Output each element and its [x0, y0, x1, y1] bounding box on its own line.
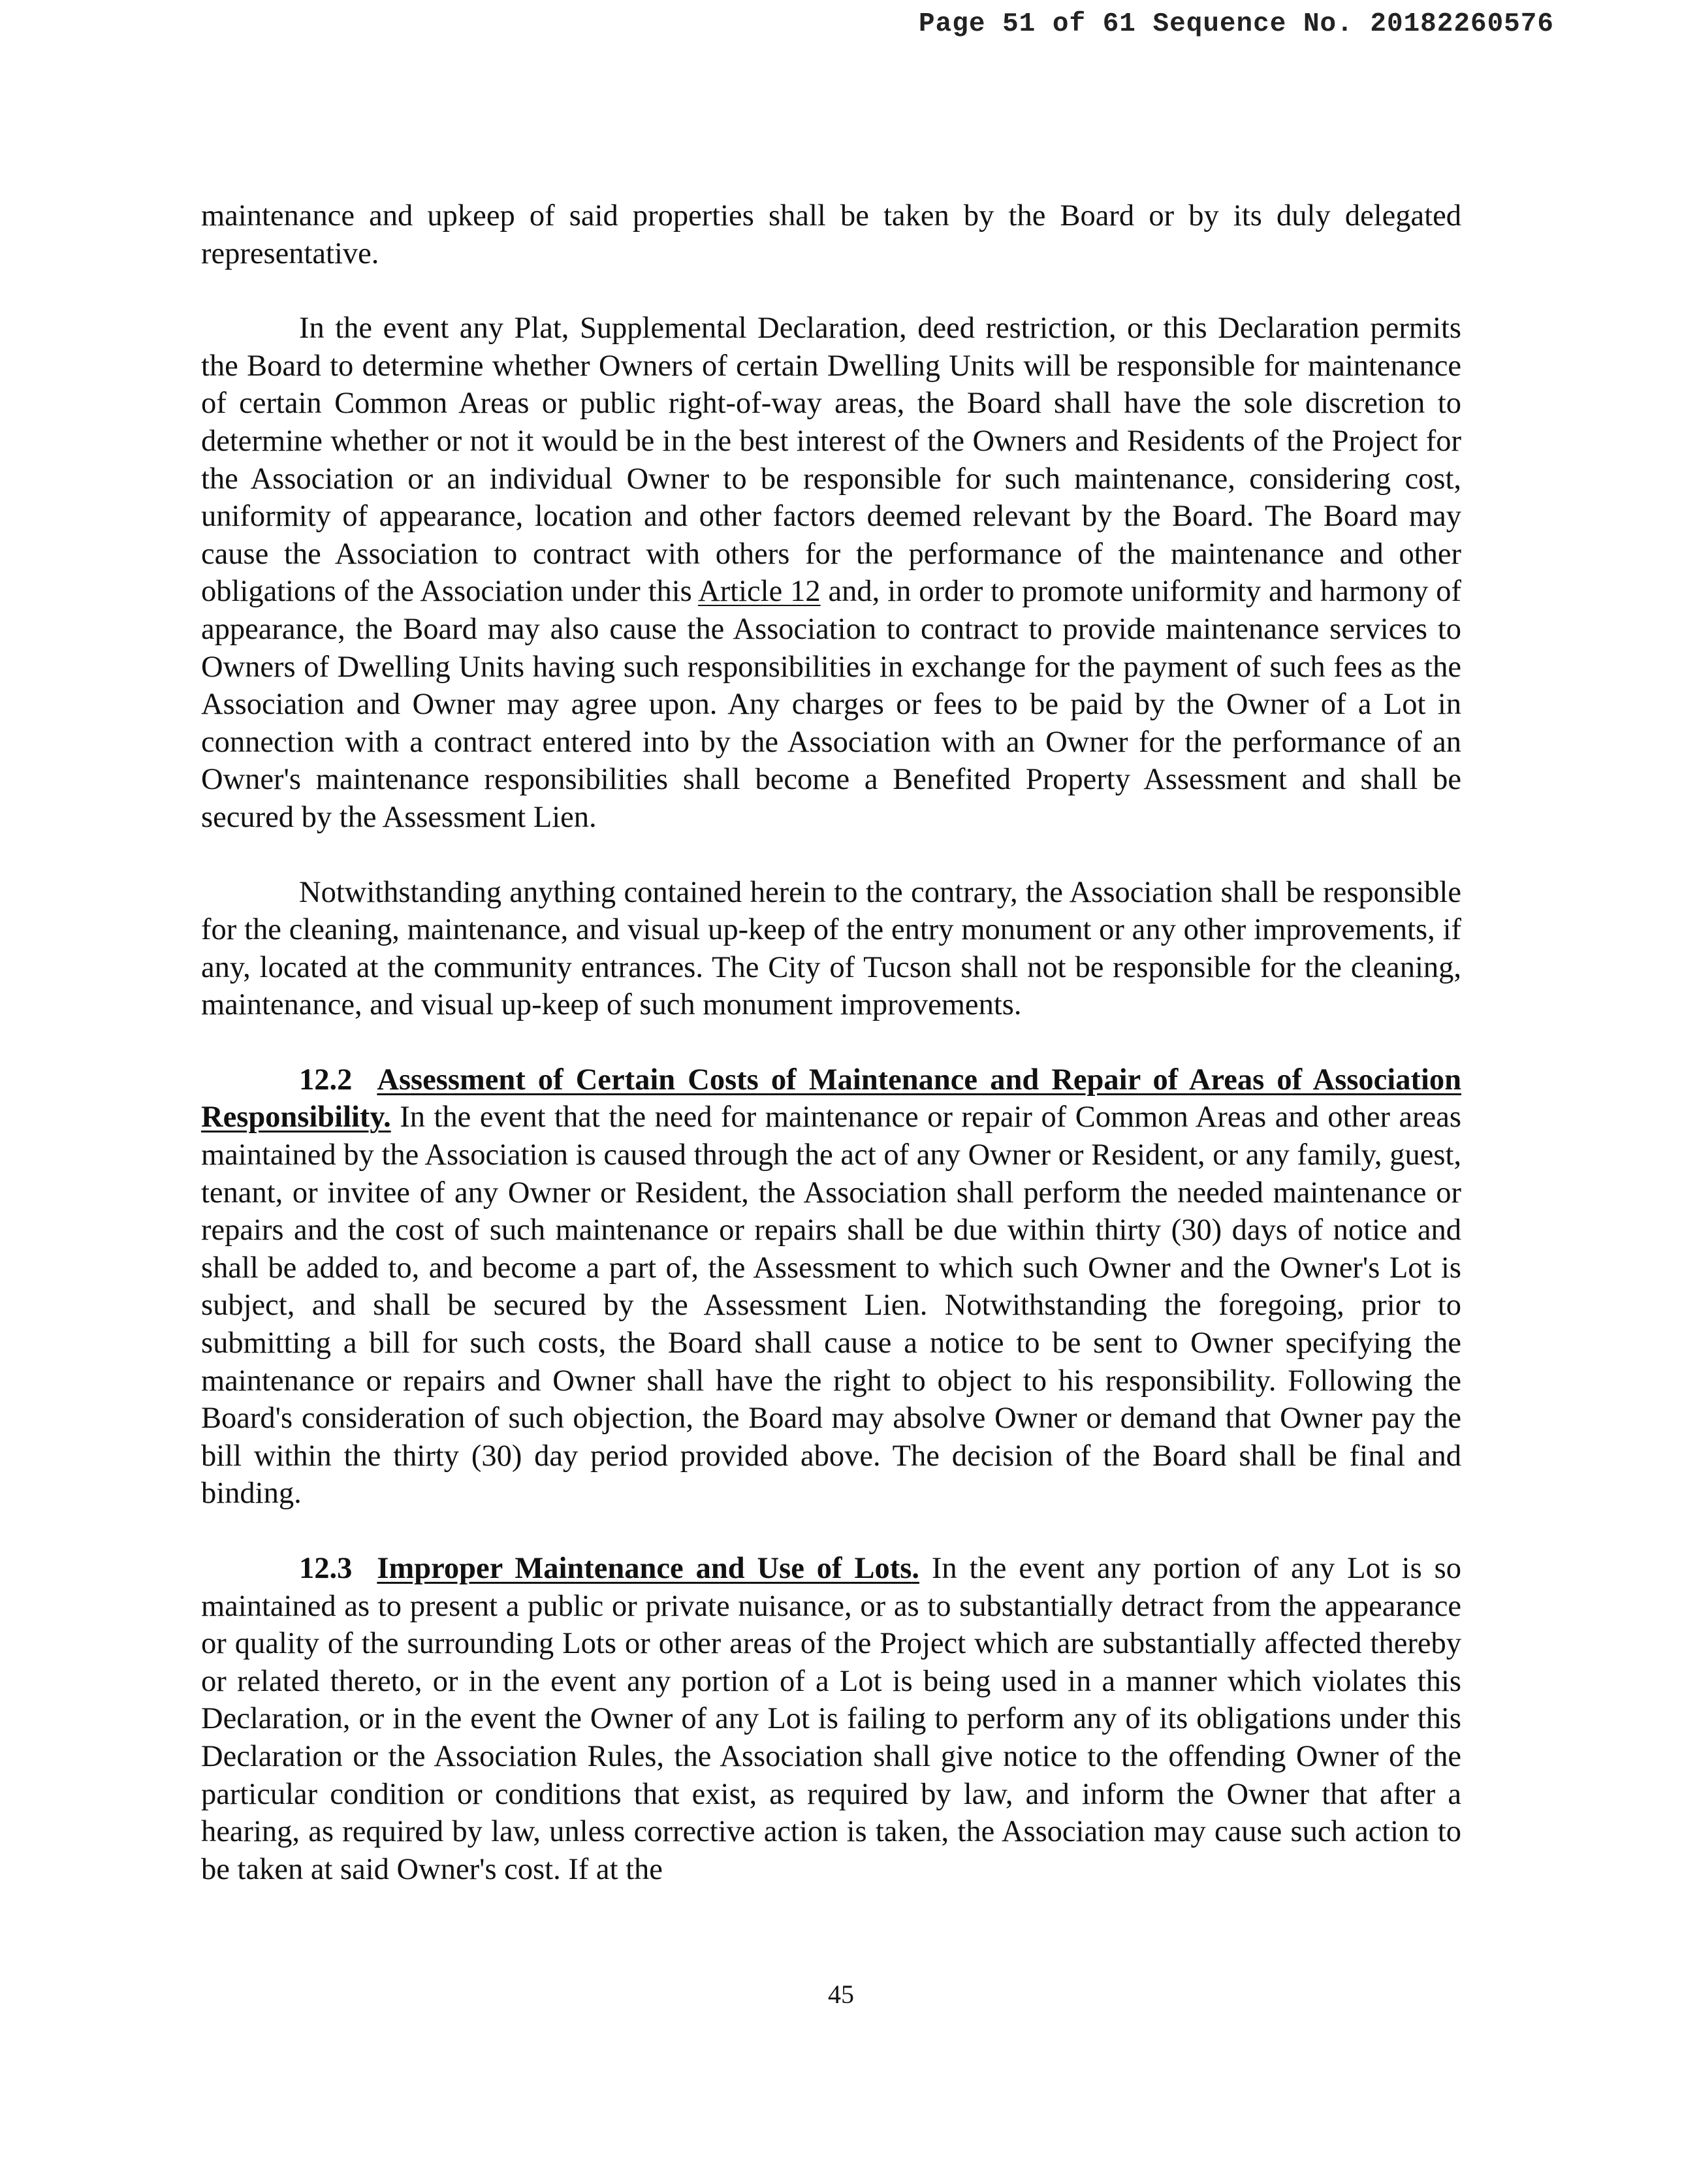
section-heading-period: . — [912, 1552, 919, 1585]
section-12-3 — [201, 1550, 1461, 1888]
document-body — [201, 197, 1461, 1925]
paragraph-continuation: maintenance and upkeep of said properties shall be taken by the Board or by its duly delegated representative. — [201, 199, 1461, 270]
section-number: 12.2 — [299, 1063, 353, 1097]
section-text: In the event that the need for maintenance or repair of Common Areas and other areas maintained by the Association is caused through the act of any Owner or Resident, or any family, guest, tenant, or invitee of any Owner or Resident, the Association shall perform the needed maintenance or repairs and the cost of such maintenance or repairs shall be due within thirty (30) days of notice and shall be added to, and become a part of, the Assessment to which such Owner and the Owner's Lot is subject, and shall be secured by the Assessment Lien. Notwithstanding the foregoing, prior to submitting a bill for such costs, the Board shall cause a notice to be sent to Owner specifying the maintenance or repairs and Owner shall have the right to object to his responsibility. Following the Board's consideration of such objection, the Board may absolve Owner or demand that Owner pay the bill within the thirty (30) day period provided above. The decision of the Board shall be final and binding. — [201, 1100, 1461, 1511]
section-text: In the event any portion of any Lot is so maintained as to present a public or private nuisance, or as to substantially detract from the appearance or quality of the surrounding Lots or other areas of the Project which are substantially affected thereby or related thereto, or in the event any portion of a Lot is being used in a manner which violates this Declaration, or in the event the Owner of any Lot is failing to perform any of its obligations under this Declaration or the Association Rules, the Association shall give notice to the offending Owner of the particular condition or conditions that exist, as required by law, and inform the Owner that after a hearing, as required by law, unless corrective action is taken, the Association may cause such action to be taken at said Owner's cost. If at the — [201, 1552, 1461, 1886]
paragraph-text: In the event any Plat, Supplemental Declaration, deed restriction, or this Declaration permits the Board to determine whether Owners of certain Dwelling Units will be responsible for maintenance of certain Common Areas or public right-of-way areas, the Board shall have the sole discretion to determine whether or not it would be in the best interest of the Owners and Residents of the Project for the Association or an individual Owner to be responsible for such maintenance, considering cost, uniformity of appearance, location and other factors deemed relevant by the Board. The Board may cause the Association to contract with others for the performance of the maintenance and other obligations of the Association under this — [201, 312, 1461, 609]
article-12-reference: Article 12 — [698, 575, 821, 609]
section-heading: Assessment of Certain Costs of Maintenance and Repair of Areas of Association Responsibility — [201, 1063, 1461, 1134]
section-number: 12.3 — [299, 1552, 353, 1585]
section-12-2 — [201, 1061, 1461, 1513]
section-heading-period: . — [383, 1100, 391, 1134]
paragraph-board-discretion — [201, 310, 1461, 836]
section-heading: Improper Maintenance and Use of Lots — [377, 1552, 912, 1585]
paragraph-entry-monument: Notwithstanding anything contained herein to the contrary, the Association shall be responsible for the cleaning, maintenance, and visual up-keep of the entry monument or any other improvements, if any, located at the community entrances. The City of Tucson shall not be responsible for the cleaning, maintenance, and visual up-keep of such monument improvements. — [201, 875, 1461, 1022]
page-number: 45 — [828, 1980, 854, 2009]
page-sequence-header: Page 51 of 61 Sequence No. 20182260576 — [919, 9, 1554, 39]
paragraph-text: and, in order to promote uniformity and harmony of appearance, the Board may also cause the Association to contract to provide maintenance services to Owners of Dwelling Units having such responsibilities in exchange for the payment of such fees as the Association and Owner may agree upon. Any charges or fees to be paid by the Owner of a Lot in connection with a contract entered into by the Association with an Owner for the performance of an Owner's maintenance responsibilities shall become a Benefited Property Assessment and shall be secured by the Assessment Lien. — [201, 575, 1461, 834]
